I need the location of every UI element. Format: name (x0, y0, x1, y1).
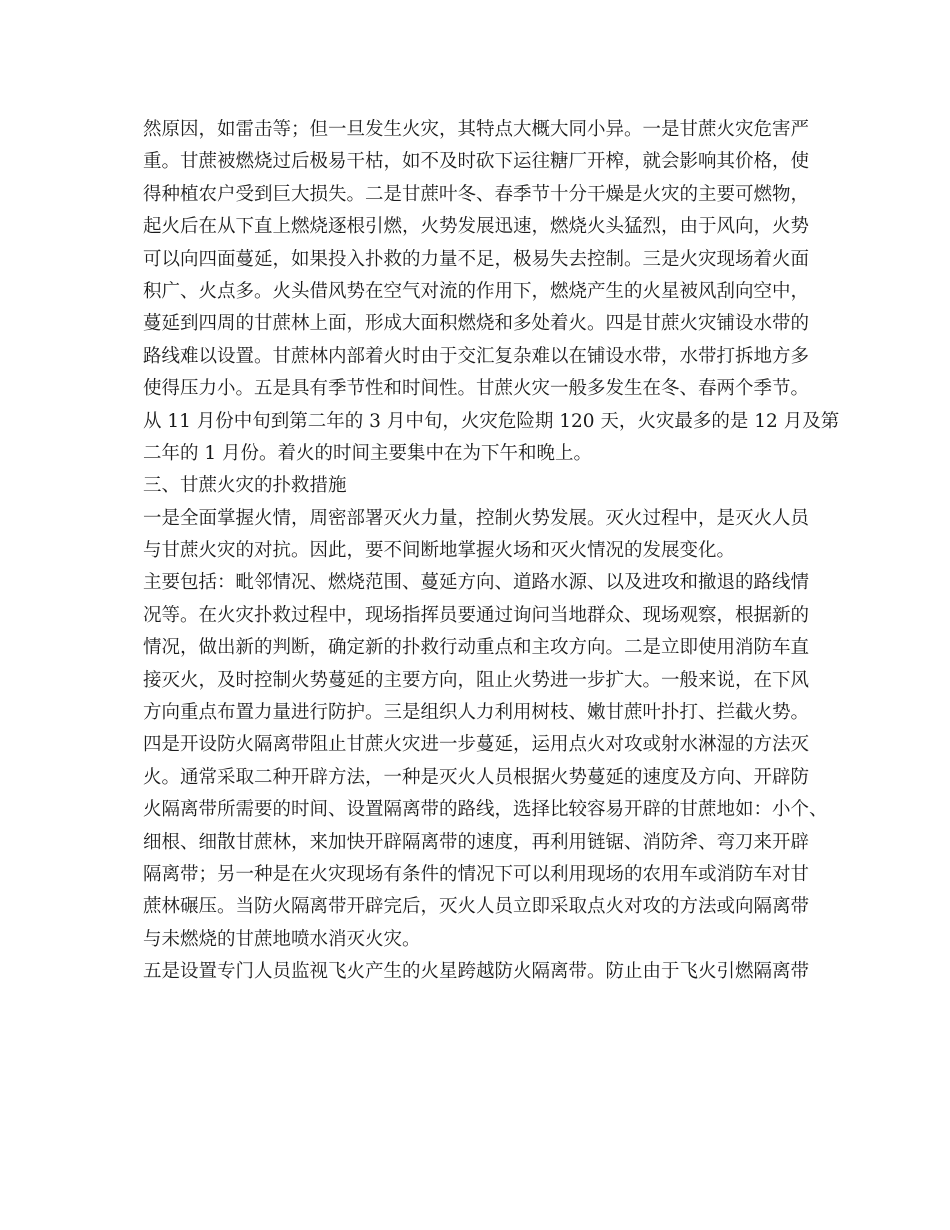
text-line: 火隔离带所需要的时间、设置隔离带的路线，选择比较容易开辟的甘蔗地如：小个、 (143, 799, 828, 821)
text-line: 二年的 1 月份。着火的时间主要集中在为下午和晚上。 (143, 442, 593, 464)
text-line: 与甘蔗火灾的对抗。因此，要不间断地掌握火场和灭火情况的发展变化。 (143, 540, 736, 562)
text-line: 方向重点布置力量进行防护。三是组织人力利用树枝、嫩甘蔗叶扑打、拦截火势。 (143, 702, 810, 724)
text-line: 得种植农户受到巨大损失。二是甘蔗叶冬、春季节十分干燥是火灾的主要可燃物， (143, 183, 810, 205)
text-line: 路线难以设置。甘蔗林内部着火时由于交汇复杂难以在铺设水带，水带打拆地方多 (143, 345, 810, 367)
text-line: 使得压力小。五是具有季节性和时间性。甘蔗火灾一般多发生在冬、春两个季节。 (143, 378, 810, 400)
text-line: 况等。在火灾扑救过程中，现场指挥员要通过询问当地群众、现场观察，根据新的 (143, 604, 810, 626)
text-line: 火。通常采取二种开辟方法，一种是灭火人员根据火势蔓延的速度及方向、开辟防 (143, 766, 810, 788)
text-line: 蔗林碾压。当防火隔离带开辟完后，灭火人员立即采取点火对攻的方法或向隔离带 (143, 896, 810, 918)
text-line: 四是开设防火隔离带阻止甘蔗火灾进一步蔓延，运用点火对攻或射水淋湿的方法灭 (143, 734, 810, 756)
text-line: 细根、细散甘蔗林，来加快开辟隔离带的速度，再利用链锯、消防斧、弯刀来开辟 (143, 831, 810, 853)
text-line: 从 11 月份中旬到第二年的 3 月中旬，火灾危险期 120 天，火灾最多的是 12 月及第 (143, 410, 840, 432)
text-line: 积广、火点多。火头借风势在空气对流的作用下，燃烧产生的火星被风刮向空中， (143, 280, 810, 302)
text-line: 隔离带；另一种是在火灾现场有条件的情况下可以利用现场的农用车或消防车对甘 (143, 863, 810, 885)
text-line: 然原因，如雷击等；但一旦发生火灾，其特点大概大同小异。一是甘蔗火灾危害严 (143, 119, 810, 140)
text-line: 五是设置专门人员监视飞火产生的火星跨越防火隔离带。防止由于飞火引燃隔离带 (143, 961, 810, 983)
document-body (143, 114, 840, 989)
section-heading: 三、甘蔗火灾的扑救措施 (143, 475, 347, 497)
text-line: 一是全面掌握火情，周密部署灭火力量，控制火势发展。灭火过程中，是灭火人员 (143, 507, 810, 529)
text-line: 重。甘蔗被燃烧过后极易干枯，如不及时砍下运往糖厂开榨，就会影响其价格，使 (143, 151, 810, 173)
text-line: 可以向四面蔓延，如果投入扑救的力量不足，极易失去控制。三是火灾现场着火面 (143, 248, 810, 270)
text-line: 起火后在从下直上燃烧逐根引燃，火势发展迅速，燃烧火头猛烈，由于风向，火势 (143, 216, 810, 238)
text-line: 接灭火，及时控制火势蔓延的主要方向，阻止火势进一步扩大。一般来说，在下风 (143, 669, 810, 691)
text-line: 情况，做出新的判断，确定新的扑救行动重点和主攻方向。二是立即使用消防车直 (143, 637, 810, 659)
text-line: 主要包括：毗邻情况、燃烧范围、蔓延方向、道路水源、以及进攻和撤退的路线情 (143, 572, 810, 594)
text-line: 与未燃烧的甘蔗地喷水消灭火灾。 (143, 928, 421, 950)
text-line: 蔓延到四周的甘蔗林上面，形成大面积燃烧和多处着火。四是甘蔗火灾铺设水带的 (143, 313, 810, 335)
